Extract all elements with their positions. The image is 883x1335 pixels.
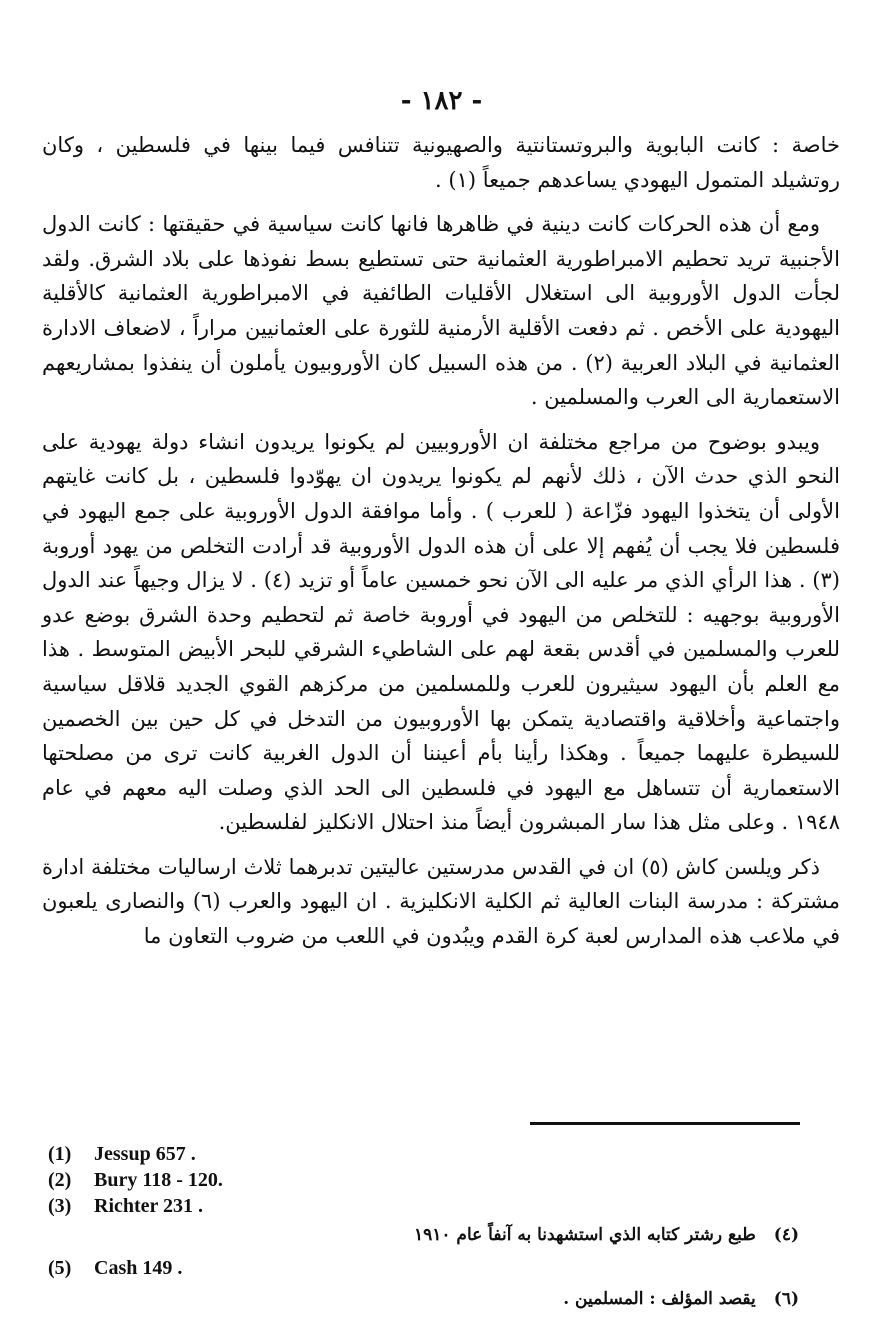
footnote-6 xyxy=(563,1289,799,1309)
footnote-text: Jessup 657 . xyxy=(94,1143,196,1165)
footnote-number: (5) xyxy=(48,1257,72,1279)
footnote-text: Cash 149 . xyxy=(94,1257,183,1279)
footnote-2 xyxy=(48,1169,223,1192)
footnote-1 xyxy=(48,1143,196,1166)
footnote-number: (2) xyxy=(48,1169,72,1191)
paragraph-2: ومع أن هذه الحركات كانت دينية في ظاهرها فانها كانت سياسية في حقيقتها : كانت الدول الأجنبية تريد تحطيم الامبراطورية العثمانية حتى تستطيع بسط نفوذها على بلاد الشرق. ولقد لجأت الدول الأوروبية الى استغلال الأقليات الطائفية في الامبراطورية العثمانية كالأقلية اليهودية على الأخص . ثم دفعت الأقلية الأرمنية للثورة على العثمانيين مراراً ، لاضعاف الادارة العثمانية في البلاد العربية (٢) . من هذه السبيل كان الأوروبيون يأملون أن ينفذوا بمشاريعهم الاستعمارية الى العرب والمسلمين . xyxy=(42,212,841,410)
page-number: - ١٨٢ - xyxy=(400,86,483,116)
paragraph-1: خاصة : كانت البابوية والبروتستانتية والصهيونية تتنافس فيما بينها في فلسطين ، وكان روتشيلد المتمول اليهودي يساعدهم جميعاً (١) . xyxy=(42,133,840,192)
footnote-number: (3) xyxy=(48,1195,72,1217)
footnote-text: Richter 231 . xyxy=(94,1195,204,1217)
footnote-3 xyxy=(48,1195,203,1218)
footnote-text: يقصد المؤلف : المسلمين . xyxy=(563,1289,756,1309)
footnote-text: طبع رشتر كتابه الذي استشهدنا به آنفاً عام ١٩١٠ xyxy=(413,1225,756,1245)
footnote-4 xyxy=(414,1225,799,1245)
footnote-separator xyxy=(530,1122,800,1125)
footnote-text: Bury 118 - 120. xyxy=(94,1169,223,1191)
paragraph-3: ويبدو بوضوح من مراجع مختلفة ان الأوروبيين لم يكونوا يريدون انشاء دولة يهودية على النحو الذي حدث الآن ، ذلك لأنهم لم يكونوا يريدون ان يهوّدوا فلسطين ، بل كانت غايتهم الأولى أن يتخذوا اليهود فزّاعة ( للعرب ) . وأما موافقة الدول الأوروبية على جمع اليهود في فلسطين فلا يجب أن يُفهم إلا على أن هذه الدول الأوروبية قد أرادت التخلص من يهود أوروبة (٣) . هذا الرأي الذي مر عليه الى الآن نحو خمسين عاماً أو تزيد (٤) . لا يزال وجيهاً عند الدول الأوروبية بوجهيه : للتخلص من اليهود في أوروبة خاصة ثم لتحطيم وحدة الشرق بوضع عدو للعرب والمسلمين في أقدس بقعة لهم على الشاطيء الشرقي للبحر الأبيض المتوسط . هذا مع العلم بأن اليهود سيثيرون للعرب وللمسلمين من مركزهم القوي الجديد قلاقل سياسية واجتماعية وأخلاقية واقتصادية يتمكن بها الأوروبيون من التدخل في كل حين بين الخصمين للسيطرة عليهما جميعاً . وهكذا رأينا بأم أعيننا أن الدول الغربية كانت ترى من مصلحتها الاستعمارية أن تتساهل مع اليهود في فلسطين الى الحد الذي وصلت اليه معهم في عام ١٩٤٨ . وعلى مثل هذا سار المبشرون أيضاً منذ احتلال الانكليز لفلسطين. xyxy=(42,429,840,835)
footnote-5 xyxy=(48,1257,182,1280)
body-text xyxy=(42,128,840,964)
footnote-number: (٤) xyxy=(773,1225,799,1245)
footnote-number: (٦) xyxy=(773,1289,799,1309)
footnote-number: (1) xyxy=(48,1143,72,1165)
paragraph-4: ذكر ويلسن كاش (٥) ان في القدس مدرستين عاليتين تدبرهما ثلاث ارساليات مختلفة ادارة مشتركة : مدرسة البنات العالية ثم الكلية الانكليزية . ان اليهود والعرب (٦) والنصارى يلعبون في ملاعب هذه المدارس لعبة كرة القدم ويبُدون في اللعب من ضروب التعاون ما xyxy=(42,854,840,949)
